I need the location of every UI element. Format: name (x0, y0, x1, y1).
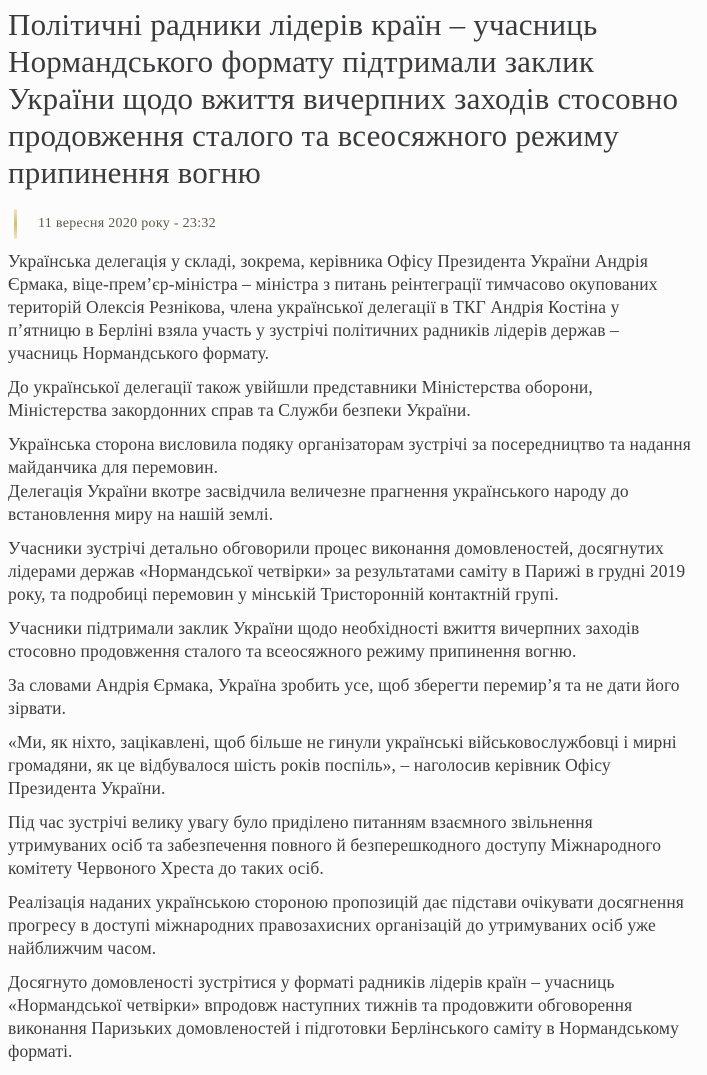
paragraph: Делегація України вкотре засвідчила величезне прагнення українського народу до встановлення миру на нашій землі. (8, 481, 629, 524)
paragraph: «Ми, як ніхто, зацікавлені, щоб більше не гинули українські військовослужбовці і мирні громадяни, як це відбувалося шість років поспіль», – наголосив керівник Офісу Президента України. (8, 732, 677, 798)
publish-date-row (8, 209, 693, 239)
paragraph: Українська делегація у складі, зокрема, керівника Офісу Президента України Андрія Єрмака, віце-прем’єр-міністра – міністра з питань реінтеграції тимчасово окупованих територій Олексія Резнікова, члена української делегації в ТКГ Андрія Костіна у п’ятницю в Берліні взяла участь у зустрічі політичних радників лідерів держав – учасниць Нормандського формату. (8, 251, 658, 363)
paragraph: За словами Андрія Єрмака, Україна зробить усе, щоб зберегти перемир’я та не дати його зірвати. (8, 675, 680, 718)
paragraph: Учасники зустрічі детально обговорили процес виконання домовленостей, досягнутих лідерами держав «Нормандської четвірки» за результатами саміту в Парижі в грудні 2019 року, та подробиці перемовин у мінській Тристоронній контактній групі. (8, 538, 686, 604)
date-accent-bar (14, 209, 17, 239)
paragraph: Досягнуто домовленості зустрітися у форматі радників лідерів країн – учасниць «Нормандської четвірки» впродовж наступних тижнів та продовжити обговорення виконання Паризьких домовленостей і підготовки Берлінського саміту в Нормандському форматі. (8, 972, 679, 1061)
paragraph: До української делегації також увійшли представники Міністерства оборони, Міністерства закордонних справ та Служби безпеки України. (8, 377, 593, 420)
publish-date: 11 вересня 2020 року - 23:32 (38, 216, 216, 231)
article-body (8, 250, 693, 1063)
paragraph: Учасники підтримали заклик України щодо необхідності вжиття вичерпних заходів стосовно продовження сталого та всеосяжного режиму припинення вогню. (8, 618, 640, 661)
paragraph: Українська сторона висловила подяку організаторам зустрічі за посередництво та надання майданчика для перемовин. (8, 434, 691, 477)
article-title: Політичні радники лідерів країн – учасниць Нормандського формату підтримали заклик України щодо вжиття вичерпних заходів стосовно продовження сталого та всеосяжного режиму припинення вогню (8, 7, 679, 190)
paragraph: Під час зустрічі велику увагу було приділено питанням взаємного звільнення утримуваних осіб та забезпечення повного й безперешкодного доступу Міжнародного комітету Червоного Хреста до таких осіб. (8, 812, 662, 878)
paragraph: Реалізація наданих українською стороною пропозицій дає підстави очікувати досягнення прогресу в доступі міжнародних правозахисних організацій до утримуваних осіб уже найближчим часом. (8, 892, 684, 958)
